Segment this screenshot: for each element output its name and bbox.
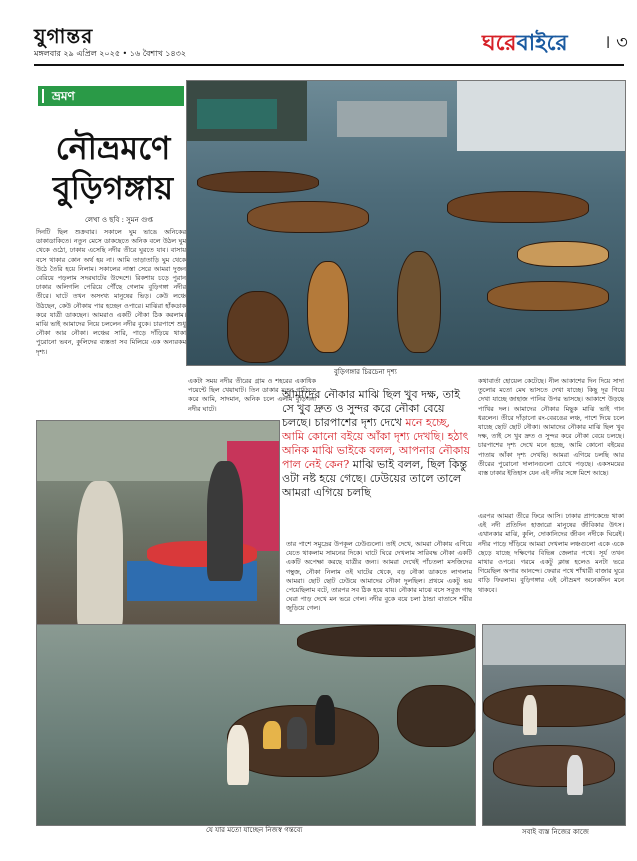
pull-quote-line2: মনে হচ্ছে, আমি কোনো বইয়ে আঁকা দৃশ্য দেখছি। হঠাৎ অনিক মাঝি ভাইকে বলল, আপনার নৌকায় পাল নেই কেন? [282,416,471,471]
boat-photo [36,624,476,826]
dateline: মঙ্গলবার ২৯ এপ্রিল ২০২৫ • ১৬ বৈশাখ ১৪৩২ [34,49,187,58]
pull-quote-line1: আমাদের নৌকার মাঝি ছিল খুব দক্ষ, তাই সে খুব দ্রুত ও সুন্দর করে নৌকা বেয়ে চলছে। চারপাশের দৃশ্য দেখে [282,388,460,429]
tag-bar [42,89,44,103]
main-photo-caption: বুড়িগঙ্গার চিরচেনা দৃশ্য [334,368,397,376]
section-tag [38,86,184,106]
page-number: । ৩ [604,32,628,53]
article-headline [40,128,186,208]
section-logo-part1: ঘরে [482,30,517,56]
article-column-1: দিনটি ছিল শুক্রবার। সকালে ঘুম ভাঙে অনিকের ডাকাডাকিতে। নতুন মেসে ডাকছেতে অনিক বলে উঠল ঘুম থেকে ওঠো, ঢাকায় এসেছি নদীর তীরে ঘুরতে যাব। বাসায় বসে থাকার কোন অর্থ হয় না। আমি তাড়াতাড়ি ঘুম থেকে উঠে তৈরি হয়ে নিলাম। সকালের নাস্তা সেরে আমরা দুজন বেরিয়ে পড়লাম সদরঘাটের উদ্দেশে। রিকশায় চড়ে পুরান ঢাকার অলিগলি পেরিয়ে পৌঁছে গেলাম বুড়িগঙ্গা নদীর তীরে। ঘাটে তখন অসংখ্য মানুষের ভিড়। কেউ লঞ্চে উঠছেন, কেউ নৌকায় পার হচ্ছেন ওপারে। মাঝিরা হাঁকডাক করে যাত্রী ডাকছেন। আমরাও একটি নৌকা ঠিক করলাম। মাঝি ভাই আমাদের নিয়ে চললেন নদীর বুকে। চারপাশে শুধু নৌকা আর নৌকা। লঞ্চের সারি, পাড়ে দাঁড়িয়ে থাকা পুরোনো ভবন, কুলিদের ব্যস্ততা সব মিলিয়ে এক অন্যরকম দৃশ্য। [36,228,186,356]
section-logo [482,26,568,63]
boat-caption: যে যার মতো যাচ্ছেন নিজস্ব গন্তব্যে [206,826,303,834]
article-column-3: কথাবার্তা হোয়েল কেটেছে। নীল আকাশের দিন দিয়ে সাদা তুলোর মতো মেঘ ভাসতে দেখা যাচ্ছে। কিছু দূর গিয়ে দেখা যাচ্ছে জাহাজ পানির উপর ভাসছে। আকাশে উড়ছে পাখির দল। আমাদের নৌকার মিছুক মাঝি ভাই গান ধরলেন। তীরে দাঁড়ানো রং-বেরঙের লঞ্চ, পাশে দিয়ে চলে যাচ্ছে ছোট ছোট নৌকা। আমাদের নৌকার মাঝি ছিল খুব দক্ষ, তাই সে খুব দ্রুত ও সুন্দর করে নৌকা বেয়ে চলছে। চারপাশের দৃশ্য দেখে মনে হচ্ছে, আমি কোনো বইয়ের পাতায় আঁকা দৃশ্য দেখছি। আমরা এগিয়ে চলছি আর তীরের পুরোনো দালানগুলো চোখে পড়ছে। একসময়ের ব্যস্ত ঢাকার ইতিহাস যেন এই নদীর সঙ্গে মিশে আছে। [478,377,624,478]
pull-quote-line3: মাঝি ভাই বলল, ছিল কিন্তু ওটা নষ্ট হয়ে গেছে। ঢেউয়ের তালে তালে আমরা এগিয়ে চলছি [282,458,468,499]
article-column-2b: তার পাশে সমুদ্রের উপকূল ঢেউগুলো। তাই দেখে, আমরা নৌকায় এগিয়ে যেতে থাকলাম সামনের দিকে। ঘাটে ঘিরে দেখলাম সারিবদ্ধ নৌকা একটি একটি অপেক্ষা করছে যাত্রীর জন্য। আমরা দেখেই পাঁচতলা মসজিদের গম্বুজ, নৌকা নিলাম ওই ঘাটের থেকে, বড় নৌকা ডাকতে লাগলাম আমরা। ছোট ছোট ঢেউয়ে আমাদের নৌকা দুলছিল। প্রথমে একটু ভয় পেয়েছিলাম বটে, তারপর সব ঠিক হয়ে যায়। নৌকার মাঝে বসে সবুজ গাছ ঘেরা পাড় দেখে মন ভরে গেল। নদীর বুকে বয়ে চলা ঠান্ডা বাতাসে শরীর জুড়িয়ে গেল। [286,540,472,613]
watermelon-photo [36,420,280,632]
article-column-2: একটা সময় নদীর তীরের গ্রাম ও শহরের একাধিক পয়েন্টে ছিল খেয়াঘাট। তিন ডাকার মতন গাড়িতে করে আমি, সাদমান, অনিক চলে এলাম বুড়িগঙ্গা নদীর ঘাটে। [188,377,316,413]
busy-caption: সবাই ব্যস্ত নিজের কাজে [522,828,589,836]
article-column-3b: এরপর আমরা তীরে ফিরে আসি। ঢাকার প্রাণকেন্দ্রে থাকা এই নদী প্রতিদিন হাজারো মানুষের জীবিকার উৎস। এখানকার মাঝি, কুলি, দোকানিদের জীবন নদীকে ঘিরেই। নদীর পাড়ে দাঁড়িয়ে আমরা দেখলাম লঞ্চগুলো একে একে ছেড়ে যাচ্ছে দক্ষিণের বিভিন্ন জেলার পথে। সূর্য তখন মাথার ওপরে। গরমে একটু ক্লান্ত হলেও মনটা ভরে গিয়েছিল অপার আনন্দে। ফেরার পথে শাঁখারী বাজার ঘুরে বাড়ি ফিরলাম। বুড়িগঙ্গার এই নৌভ্রমণ অনেকদিন মনে থাকবে। [478,512,624,594]
header-rule [34,64,624,66]
newspaper-masthead: যুগান্তর [34,24,94,48]
main-photo [186,80,626,366]
pull-quote [282,388,472,500]
busy-photo [482,624,626,826]
headline-line1: নৌভ্রমণে [55,129,171,167]
headline-line2: বুড়িগঙ্গায় [52,169,174,207]
tag-label: ভ্রমণ [52,89,75,103]
section-logo-part2: বাইরে [516,30,568,56]
byline: লেখা ও ছবি : সুমন গুপ্ত [84,216,154,224]
